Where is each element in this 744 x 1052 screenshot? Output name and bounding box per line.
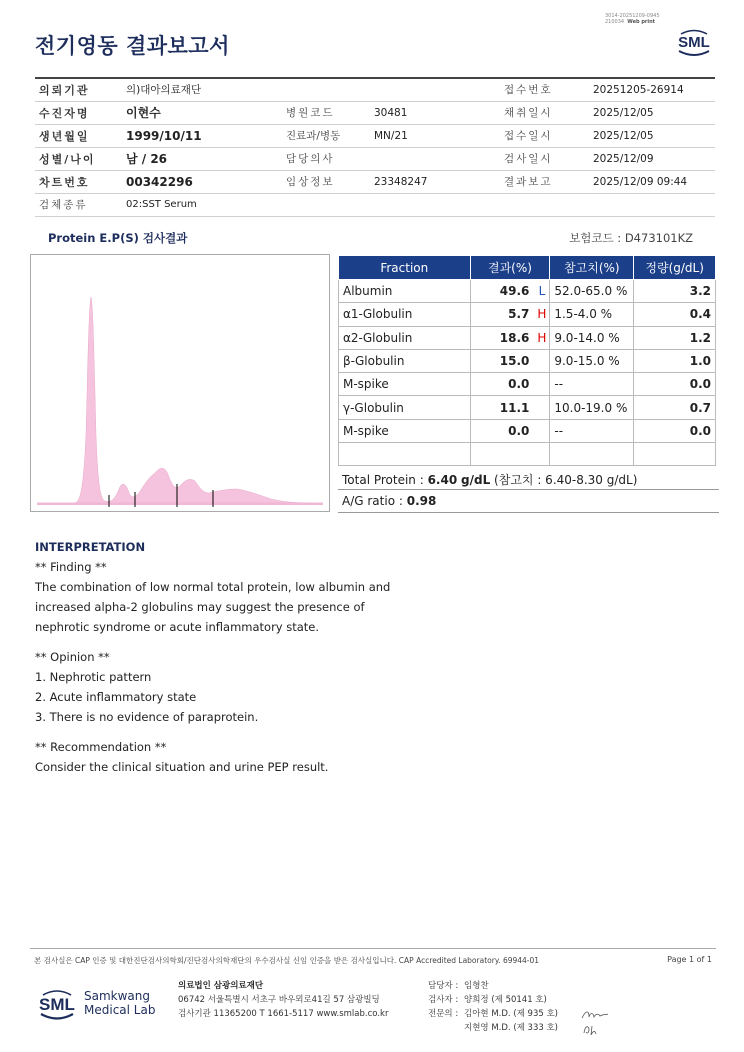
- info-value: 23348247: [370, 170, 500, 193]
- quantity-value: 0.4: [634, 303, 716, 326]
- info-label: 채취일시: [500, 101, 589, 124]
- section-title: Protein E.P(S) 검사결과: [48, 231, 188, 245]
- info-label: 병원코드: [282, 101, 370, 124]
- info-label: 차트번호: [35, 170, 122, 193]
- staff-info: 담당자 : 임형찬 검사자 : 양희정 (제 50141 호) 전문의 : 김아현 M.D. (제 935 호) 지현영 M.D. (제 333 호): [428, 981, 559, 1033]
- info-value: 2025/12/09: [589, 147, 715, 170]
- info-value: 30481: [370, 101, 500, 124]
- quantity-value: 0.7: [634, 396, 716, 419]
- column-header: 결과(%): [470, 256, 550, 280]
- info-label: 진료과/병동: [282, 124, 370, 147]
- quantity-value: 3.2: [634, 280, 716, 303]
- quantity-value: 0.0: [634, 419, 716, 442]
- info-row: [35, 101, 715, 124]
- document-id: 3014-20251209-0945 210034 Web print: [605, 13, 660, 25]
- info-label: 접수번호: [500, 78, 589, 101]
- info-row: [35, 78, 715, 101]
- column-header: Fraction: [339, 256, 471, 280]
- opinion-item: 1. Nephrotic pattern: [35, 670, 152, 684]
- signature-icon: [580, 1023, 610, 1037]
- info-value: 이현수: [122, 101, 282, 124]
- results-table: [338, 255, 716, 466]
- interpretation-title: INTERPRETATION: [35, 540, 146, 554]
- result-percent: 5.7 H: [470, 303, 550, 326]
- total-protein: Total Protein : 6.40 g/dL (참고치 : 6.40-8.30 g/dL): [338, 468, 719, 490]
- quantity-value: 1.0: [634, 349, 716, 372]
- info-label: 임상정보: [282, 170, 370, 193]
- page-title: 전기영동 결과보고서: [35, 34, 230, 58]
- accreditation-note: 본 검사실은 CAP 인증 및 대한진단검사의학회/진단검사의학재단의 우수검사실 신임 인증을 받은 검사실입니다. CAP Accredited Laboratory. 69944-01: [34, 956, 540, 965]
- info-label: 생년월일: [35, 124, 122, 147]
- results-row: [339, 419, 716, 442]
- info-value: MN/21: [370, 124, 500, 147]
- recommendation-text: Consider the clinical situation and urine PEP result.: [35, 760, 329, 774]
- info-label: 접수일시: [500, 124, 589, 147]
- organization-info: 의료법인 삼광의료재단 06742 서울특별시 서초구 바우뫼로41길 57 삼광빌딩 검사기관 11365200 T 1661-5117 www.smlab.co.kr: [178, 981, 389, 1019]
- result-flag: H: [537, 307, 547, 322]
- results-row: [339, 280, 716, 303]
- patient-info-table: [35, 77, 715, 217]
- reference-range: 10.0-19.0 %: [550, 396, 634, 419]
- recommendation-heading: ** Recommendation **: [35, 740, 167, 754]
- insurance-code: 보험코드 : D473101KZ: [569, 231, 693, 245]
- result-percent: 0.0: [470, 373, 550, 396]
- svg-text:SML: SML: [39, 995, 75, 1014]
- fraction-name: β-Globulin: [339, 349, 471, 372]
- info-value: 00342296: [122, 170, 282, 193]
- info-label: 검사일시: [500, 147, 589, 170]
- sml-logo-icon: [673, 25, 715, 61]
- signature-icon: [580, 1008, 610, 1022]
- result-flag: H: [537, 330, 547, 345]
- info-label: 담당의사: [282, 147, 370, 170]
- fraction-name: α1-Globulin: [339, 303, 471, 326]
- info-label: 성별/나이: [35, 147, 122, 170]
- reference-range: 52.0-65.0 %: [550, 280, 634, 303]
- lab-name: Samkwang Medical Lab: [84, 989, 156, 1017]
- fraction-name: Albumin: [339, 280, 471, 303]
- reference-range: --: [550, 373, 634, 396]
- results-empty-row: [339, 443, 716, 466]
- info-value: 2025/12/05: [589, 101, 715, 124]
- result-percent: 49.6 L: [470, 280, 550, 303]
- finding-text: nephrotic syndrome or acute inflammatory state.: [35, 620, 320, 634]
- info-row: [35, 193, 715, 216]
- result-percent: 15.0: [470, 349, 550, 372]
- info-label: 검체종류: [35, 193, 122, 216]
- info-value: 2025/12/09 09:44: [589, 170, 715, 193]
- footer-divider: [30, 948, 716, 949]
- results-row: [339, 326, 716, 349]
- densitometry-curve: [37, 297, 323, 503]
- opinion-item: 2. Acute inflammatory state: [35, 690, 197, 704]
- info-value: 20251205-26914: [589, 78, 715, 101]
- info-value: [370, 147, 500, 170]
- info-row: [35, 170, 715, 193]
- column-header: 참고치(%): [550, 256, 634, 280]
- page-number: Page 1 of 1: [667, 955, 712, 964]
- results-row: [339, 373, 716, 396]
- column-header: 정량(g/dL): [634, 256, 716, 280]
- results-row: [339, 396, 716, 419]
- results-header-row: [339, 256, 716, 280]
- info-value: 2025/12/05: [589, 124, 715, 147]
- reference-range: 9.0-15.0 %: [550, 349, 634, 372]
- info-label: 수진자명: [35, 101, 122, 124]
- ag-ratio: A/G ratio : 0.98: [338, 491, 719, 513]
- info-label: 의뢰기관: [35, 78, 122, 101]
- reference-range: 9.0-14.0 %: [550, 326, 634, 349]
- interpretation-section: [35, 537, 435, 777]
- finding-heading: ** Finding **: [35, 560, 107, 574]
- finding-text: The combination of low normal total protein, low albumin and: [35, 580, 391, 594]
- reference-range: 1.5-4.0 %: [550, 303, 634, 326]
- quantity-value: 1.2: [634, 326, 716, 349]
- info-value: 의)대아의료재단: [122, 78, 500, 101]
- info-value: 1999/10/11: [122, 124, 282, 147]
- fraction-name: M-spike: [339, 373, 471, 396]
- svg-text:SML: SML: [678, 34, 710, 51]
- info-label: 결과보고: [500, 170, 589, 193]
- fraction-name: M-spike: [339, 419, 471, 442]
- fraction-name: γ-Globulin: [339, 396, 471, 419]
- reference-range: --: [550, 419, 634, 442]
- results-row: [339, 303, 716, 326]
- result-percent: 0.0: [470, 419, 550, 442]
- info-value: 02:SST Serum: [122, 193, 715, 216]
- finding-text: increased alpha-2 globulins may suggest the presence of: [35, 600, 365, 614]
- quantity-value: 0.0: [634, 373, 716, 396]
- opinion-heading: ** Opinion **: [35, 650, 110, 664]
- sml-footer-logo-icon: [35, 986, 79, 1024]
- info-row: [35, 147, 715, 170]
- info-row: [35, 124, 715, 147]
- result-percent: 11.1: [470, 396, 550, 419]
- electrophoresis-graph: [30, 254, 330, 512]
- info-value: 남 / 26: [122, 147, 282, 170]
- result-flag: L: [538, 284, 546, 299]
- fraction-name: α2-Globulin: [339, 326, 471, 349]
- opinion-item: 3. There is no evidence of paraprotein.: [35, 710, 259, 724]
- results-row: [339, 349, 716, 372]
- result-percent: 18.6 H: [470, 326, 550, 349]
